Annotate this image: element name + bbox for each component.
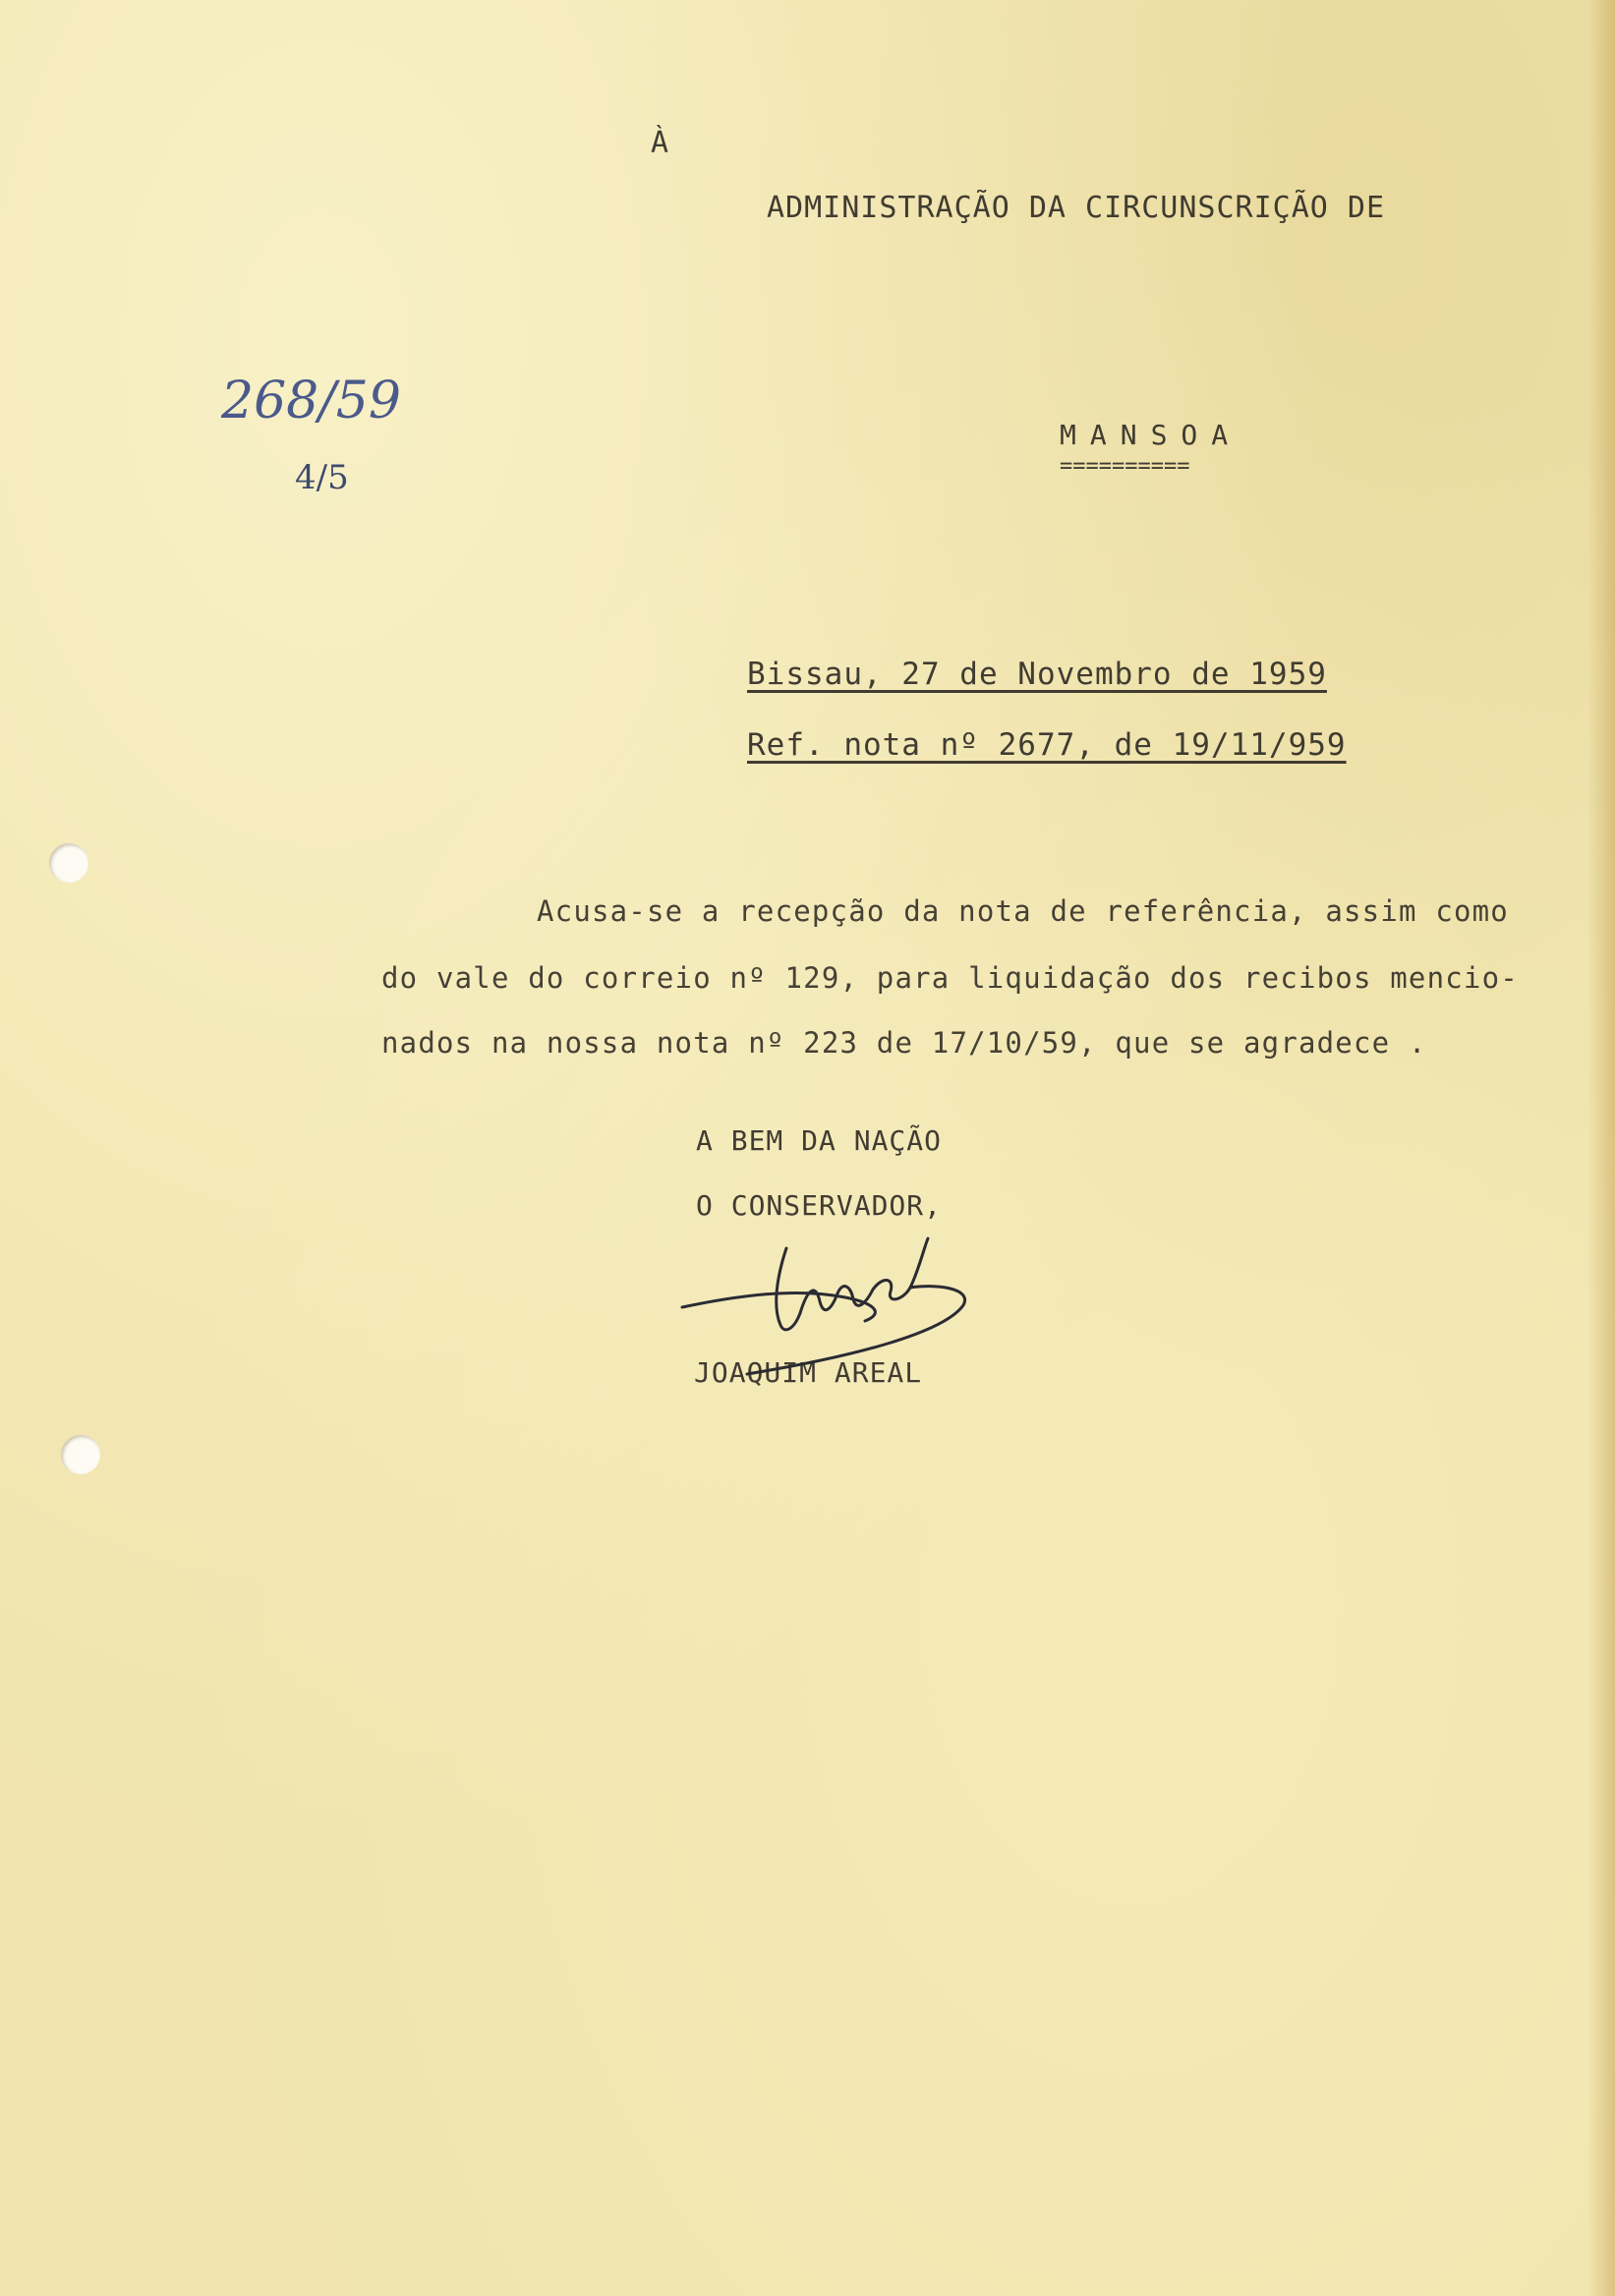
signatory-name: JOAQUIM AREAL xyxy=(694,1356,923,1389)
addressee-prefix: À xyxy=(651,126,670,160)
paper-edge-shading xyxy=(1587,0,1615,2296)
handwritten-reference: 268/59 xyxy=(221,372,401,430)
closing-role: O CONSERVADOR, xyxy=(696,1189,943,1222)
reference-line: Ref. nota nº 2677, de 19/11/959 xyxy=(747,727,1347,763)
handwritten-signature xyxy=(678,1219,993,1376)
addressee-line: ADMINISTRAÇÃO DA CIRCUNSCRIÇÃO DE xyxy=(767,191,1386,225)
body-line-3: nados na nossa nota nº 223 de 17/10/59, que se agradece . xyxy=(381,1026,1427,1060)
body-line-2: do vale do correio nº 129, para liquidação dos recibos mencio- xyxy=(381,961,1519,995)
punch-hole-bottom xyxy=(61,1435,100,1474)
closing-salutation: A BEM DA NAÇÃO xyxy=(696,1124,943,1157)
body-line-1: Acusa-se a recepção da nota de referência, assim como xyxy=(537,894,1509,928)
punch-hole-top xyxy=(49,843,88,883)
addressee-place: MANSOA xyxy=(1060,419,1242,451)
date-line: Bissau, 27 de Novembro de 1959 xyxy=(747,657,1327,692)
place-double-underline: ========== xyxy=(1060,454,1190,479)
handwritten-fraction: 4/5 xyxy=(295,458,349,497)
